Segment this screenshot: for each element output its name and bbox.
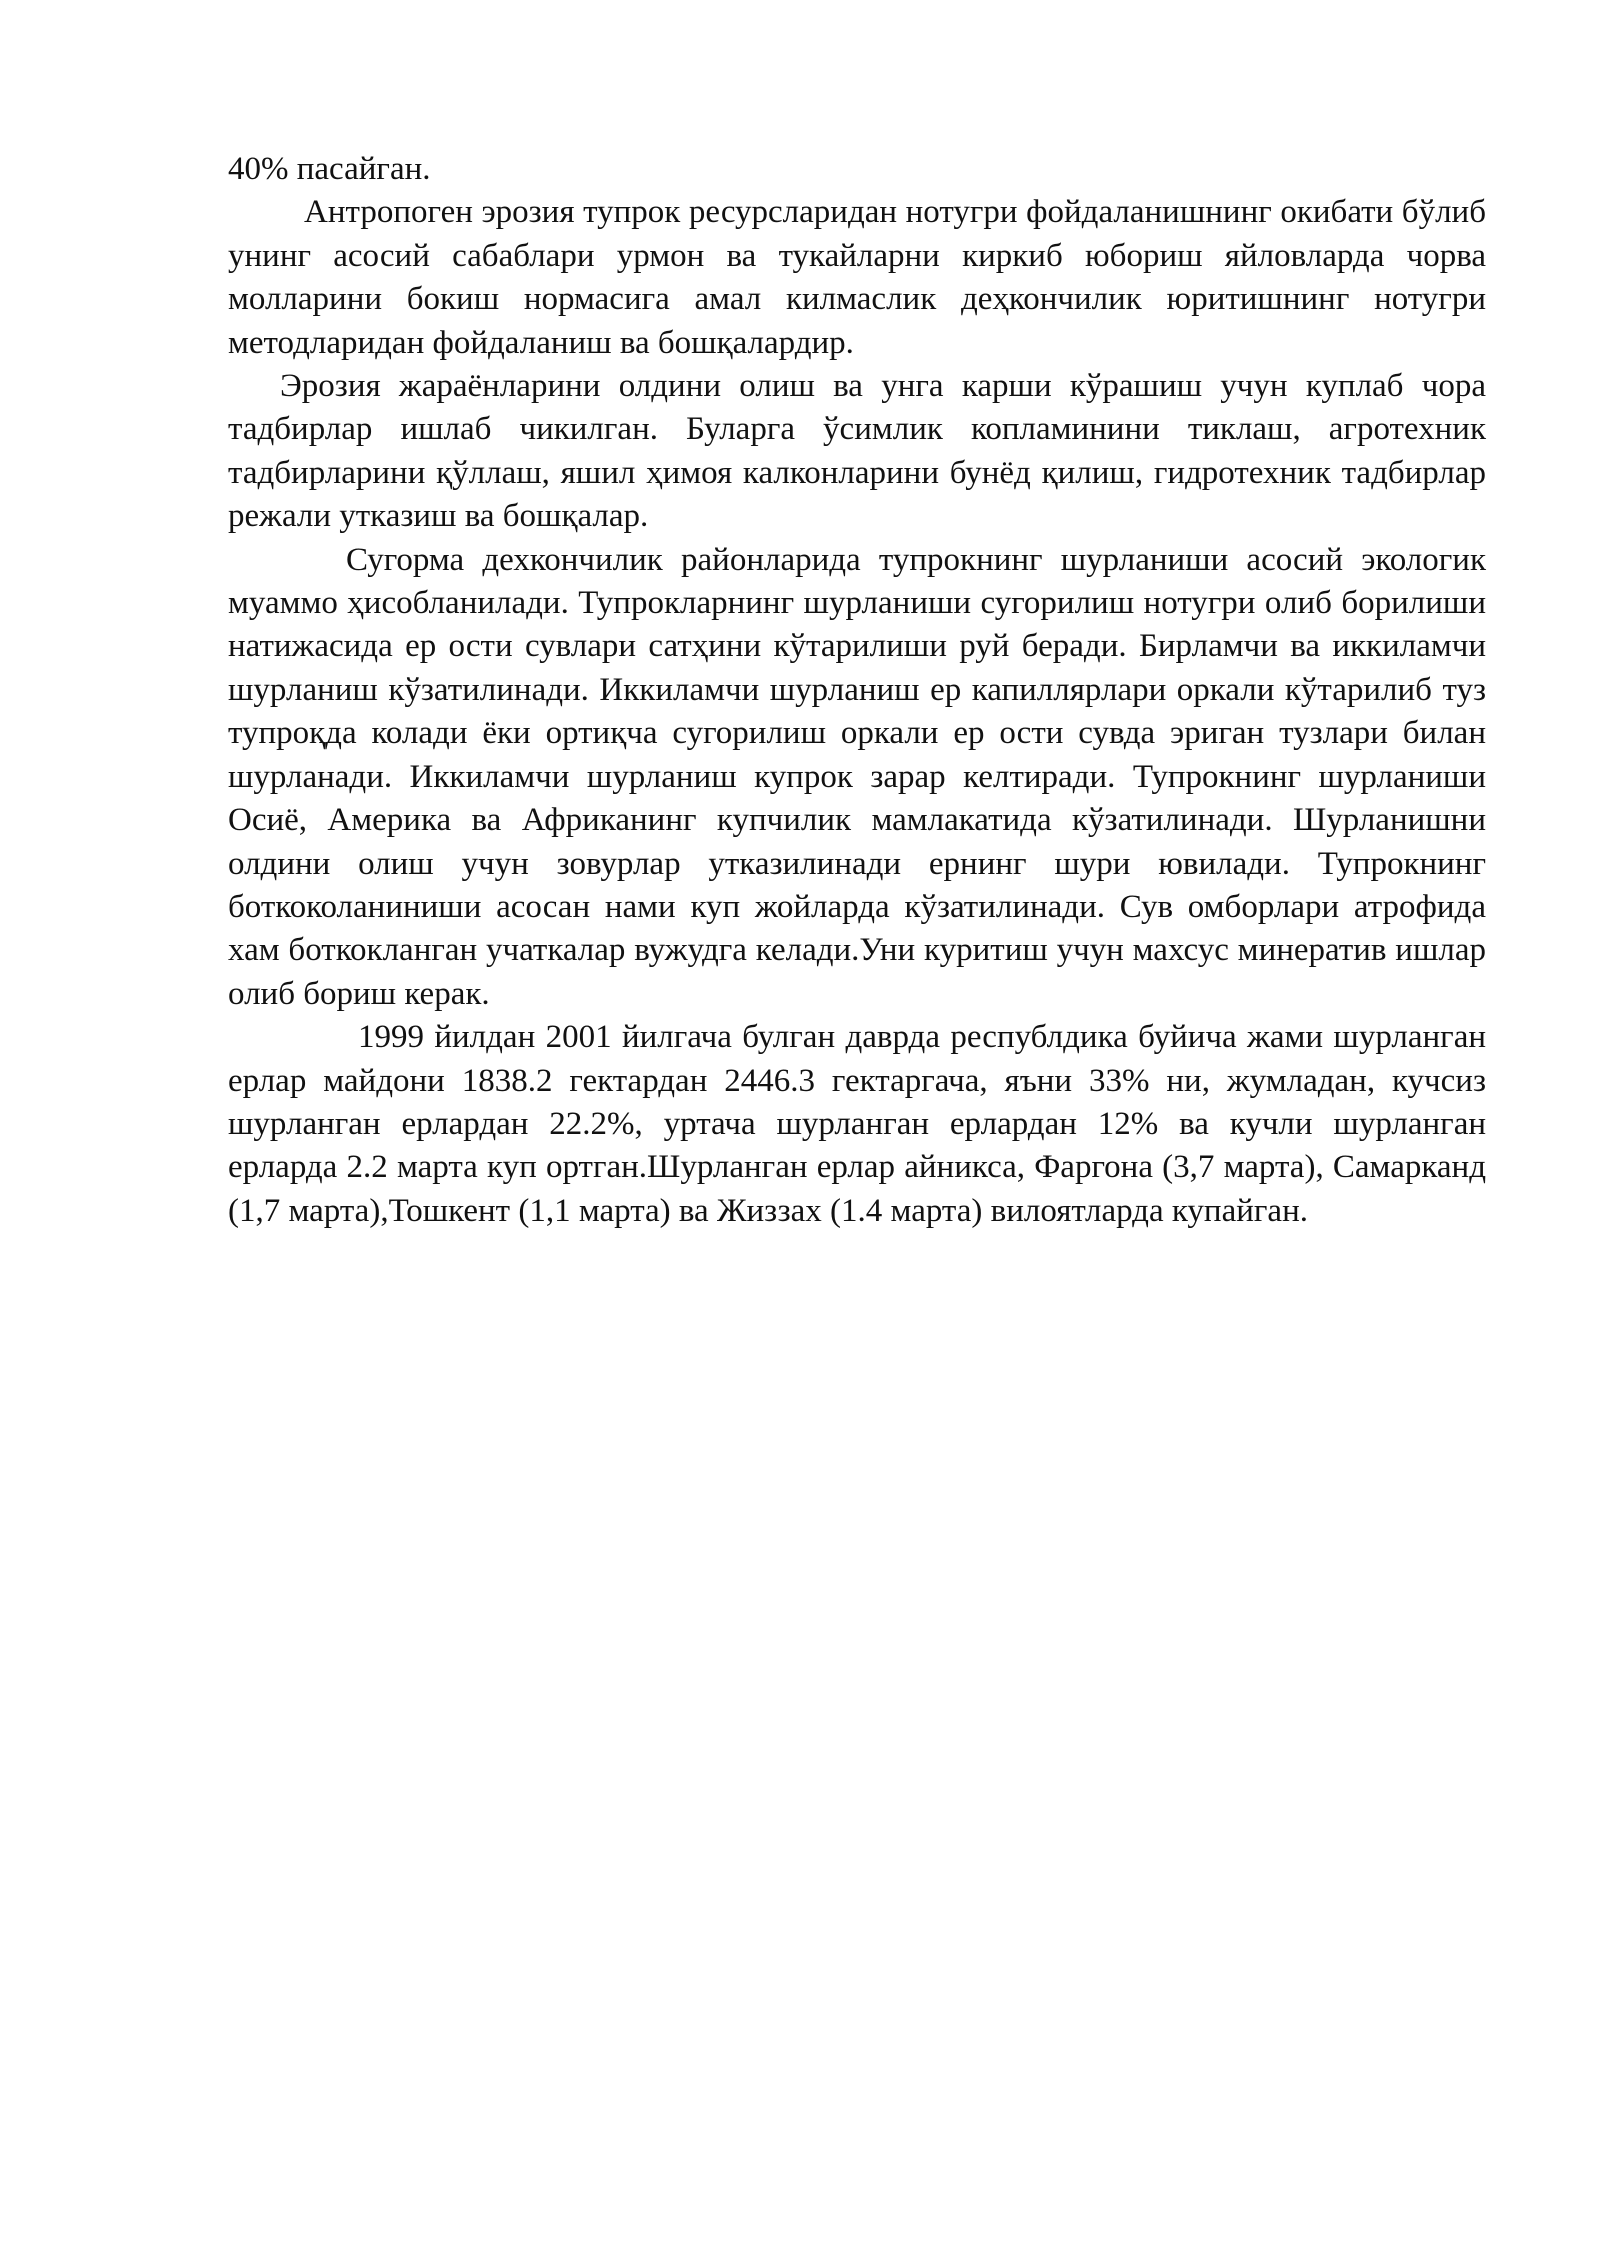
paragraph-continuation: 40% пасайган.	[228, 151, 431, 187]
paragraph-soil-salinization: Сугорма дехкончилик районларида тупрокнинг шурланиши асосий экологик муаммо ҳисобланилади. Тупрокларнинг шурланиши сугорилиш нотугри олиб борилиши натижасида ер ости сувлари сатҳини кўтарилиши руй беради. Бирламчи ва иккиламчи шурланиш кўзатилинади. Иккиламчи шурланиш ер капиллярлари оркали кўтарилиб туз тупроқда колади ёки ортиқча сугорилиш оркали ер ости сувда эриган тузлари билан шурланади. Иккиламчи шурланиш купрок зарар келтиради. Тупрокнинг шурланиши Осиё, Америка ва Африканинг купчилик мамлакатида кўзатилинади. Шурланишни олдини олиш учун зовурлар утказилинади ернинг шури ювилади. Тупрокнинг боткоколаниниши асосан нами куп жойларда кўзатилинади. Сув омборлари атрофида хам боткокланган учаткалар вужудга келади.Уни куритиш учун махсус минератив ишлар олиб бориш керак.	[228, 541, 1486, 1012]
paragraph-anthropogenic-erosion: Антропоген эрозия тупрок ресурсларидан нотугри фойдаланишнинг окибати бўлиб унинг асосий сабаблари урмон ва тукайларни киркиб юбориш яйловларда чорва молларини бокиш нормасига амал килмаслик деҳкончилик юритишнинг нотугри методларидан фойдаланиш ва бошқалардир.	[228, 194, 1486, 361]
paragraph-erosion-prevention: Эрозия жараёнларини олдини олиш ва унга карши кўрашиш учун куплаб чора тадбирлар ишлаб чикилган. Буларга ўсимлик копламинини тиклаш, агротехник тадбирларини қўллаш, яшил ҳимоя калконларини бунёд қилиш, гидротехник тадбирлар режали утказиш ва бошқалар.	[228, 368, 1486, 535]
document-body	[228, 148, 1486, 1233]
paragraph-salinization-statistics: 1999 йилдан 2001 йилгача булган даврда республдика буйича жами шурланган ерлар майдони 1838.2 гектардан 2446.3 гектаргача, яъни 33% ни, жумладан, кучсиз шурланган ерлардан 22.2%, уртача шурланган ерлардан 12% ва кучли шурланган ерларда 2.2 марта куп ортган.Шурланган ерлар айникса, Фаргона (3,7 марта), Самарканд (1,7 марта),Тошкент (1,1 марта) ва Жиззах (1.4 марта) вилоятларда купайган.	[228, 1019, 1486, 1229]
